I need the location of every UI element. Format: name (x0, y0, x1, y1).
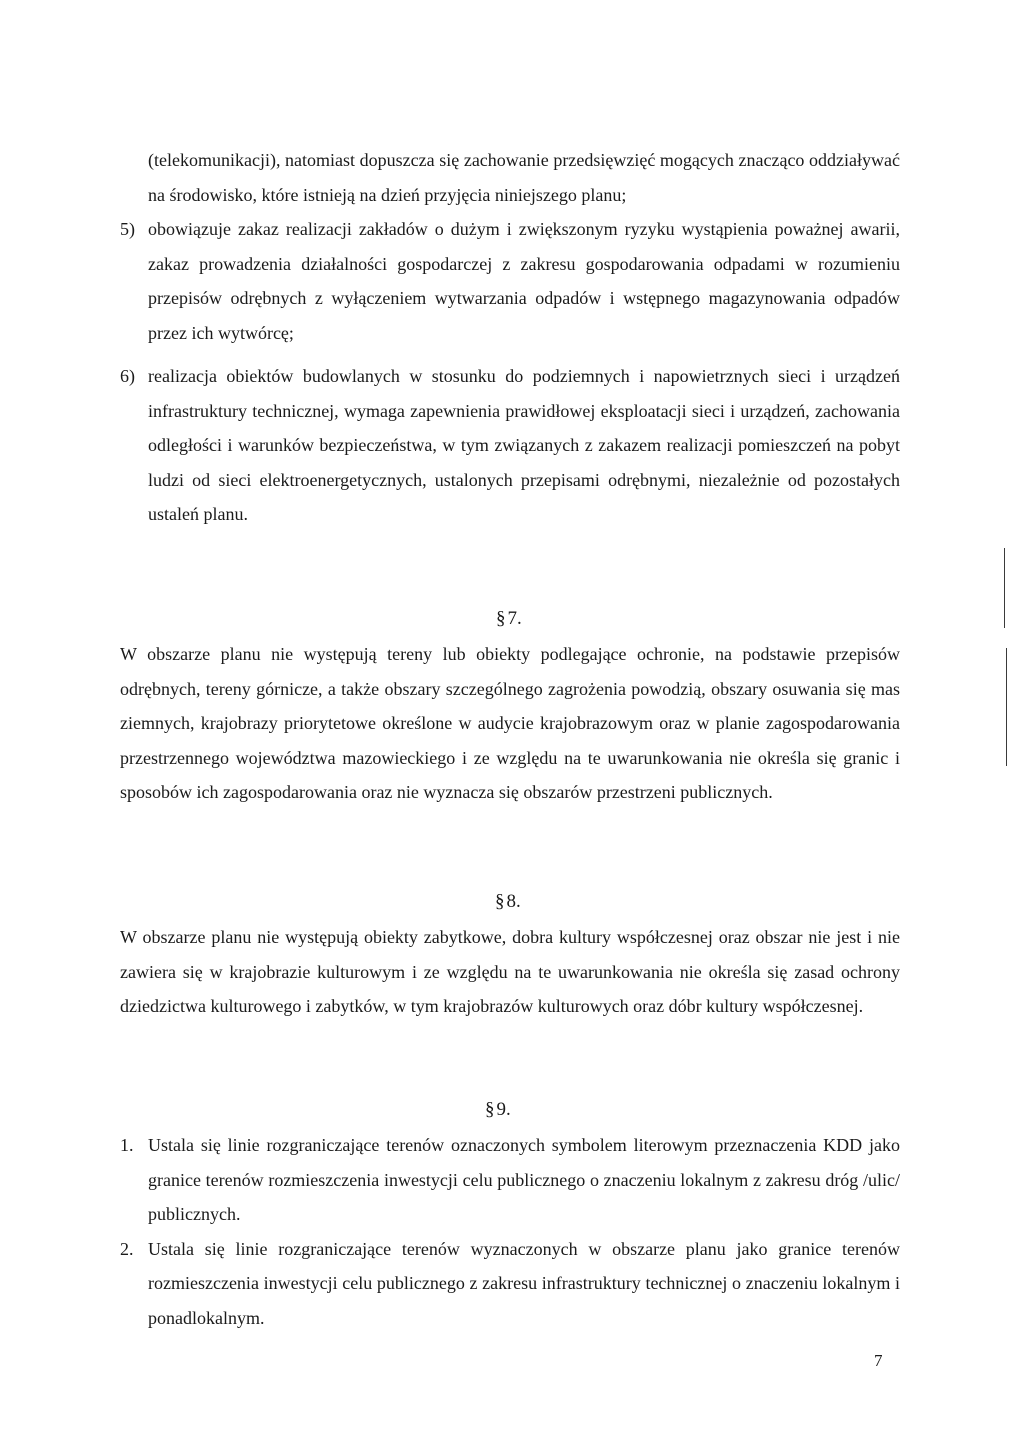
list-item-number: 2. (120, 1238, 134, 1259)
list-item (120, 1232, 900, 1336)
section-sign: § (485, 1099, 495, 1120)
section-8-paragraph: W obszarze planu nie występują obiekty zabytkowe, dobra kultury współczesnej oraz obszar nie jest i nie zawiera się w krajobrazie kulturowym i ze względu na te uwarunkowania nie określa się zasad ochrony dziedzictwa kulturowego i zabytków, w tym krajobrazów kulturowych oraz dóbr kultury współczesnej. (120, 927, 900, 1016)
section-heading-9 (485, 1095, 511, 1125)
list-item (120, 212, 900, 350)
section-heading-7 (496, 604, 522, 634)
list-item-text: realizacja obiektów budowlanych w stosunku do podziemnych i napowietrznych sieci i urządzeń infrastruktury technicznej, wymaga zapewnienia prawidłowej eksploatacji sieci i urządzeń, zachowania odległości i warunków bezpieczeństwa, w tym związanych z zakazem realizacji pomieszczeń na pobyt ludzi od sieci elektroenergetycznych, ustalonych przepisami odrębnymi, niezależnie od pozostałych ustaleń planu. (148, 366, 900, 524)
list-item (120, 1128, 900, 1232)
list-item-number: 5) (120, 219, 135, 239)
section-number: 9. (496, 1099, 511, 1120)
section-sign: § (495, 891, 505, 912)
section-number: 8. (506, 891, 521, 912)
list-item-number: 1. (120, 1135, 134, 1155)
list-item-6 (120, 359, 900, 532)
margin-mark (1004, 548, 1005, 628)
continuation-paragraph: (telekomunikacji), natomiast dopuszcza się zachowanie przedsięwzięć mogących znacząco oddziaływać na środowisko, które istnieją na dzień przyjęcia niniejszego planu; (148, 150, 900, 205)
page-number: 7 (874, 1351, 883, 1370)
margin-mark (1006, 648, 1007, 766)
section-9-list (120, 1128, 900, 1335)
section-7-paragraph: W obszarze planu nie występują tereny lub obiekty podlegające ochronie, na podstawie przepisów odrębnych, tereny górnicze, a także obszary szczególnego zagrożenia powodzią, obszary osuwania się mas ziemnych, krajobrazy priorytetowe określone w audycie krajobrazowym oraz w planie zagospodarowania przestrzennego województwa mazowieckiego i ze względu na te uwarunkowania nie określa się granic i sposobów ich zagospodarowania oraz nie wyznacza się obszarów przestrzeni publicznych. (120, 644, 900, 802)
section-number: 7. (507, 608, 522, 629)
list-item-text: obowiązuje zakaz realizacji zakładów o dużym i zwiększonym ryzyku wystąpienia poważnej awarii, zakaz prowadzenia działalności gospodarczej z zakresu gospodarowania odpadami w rozumieniu przepisów odrębnych z wyłączeniem wytwarzania odpadów i wstępnego magazynowania odpadów przez ich wytwórcę; (148, 219, 900, 343)
list-item-number: 6) (120, 366, 135, 386)
section-sign: § (496, 608, 506, 629)
list-item (120, 359, 900, 532)
list-item-5 (120, 212, 900, 350)
section-heading-8 (495, 887, 521, 917)
list-item-text: Ustala się linie rozgraniczające terenów wyznaczonych w obszarze planu jako granice terenów rozmieszczenia inwestycji celu publicznego z zakresu infrastruktury technicznej o znaczeniu lokalnym i ponadlokalnym. (148, 1238, 900, 1328)
list-item-text: Ustala się linie rozgraniczające terenów oznaczonych symbolem literowym przeznaczenia KDD jako granice terenów rozmieszczenia inwestycji celu publicznego o znaczeniu lokalnym z zakresu dróg /ulic/ publicznych. (148, 1135, 900, 1224)
